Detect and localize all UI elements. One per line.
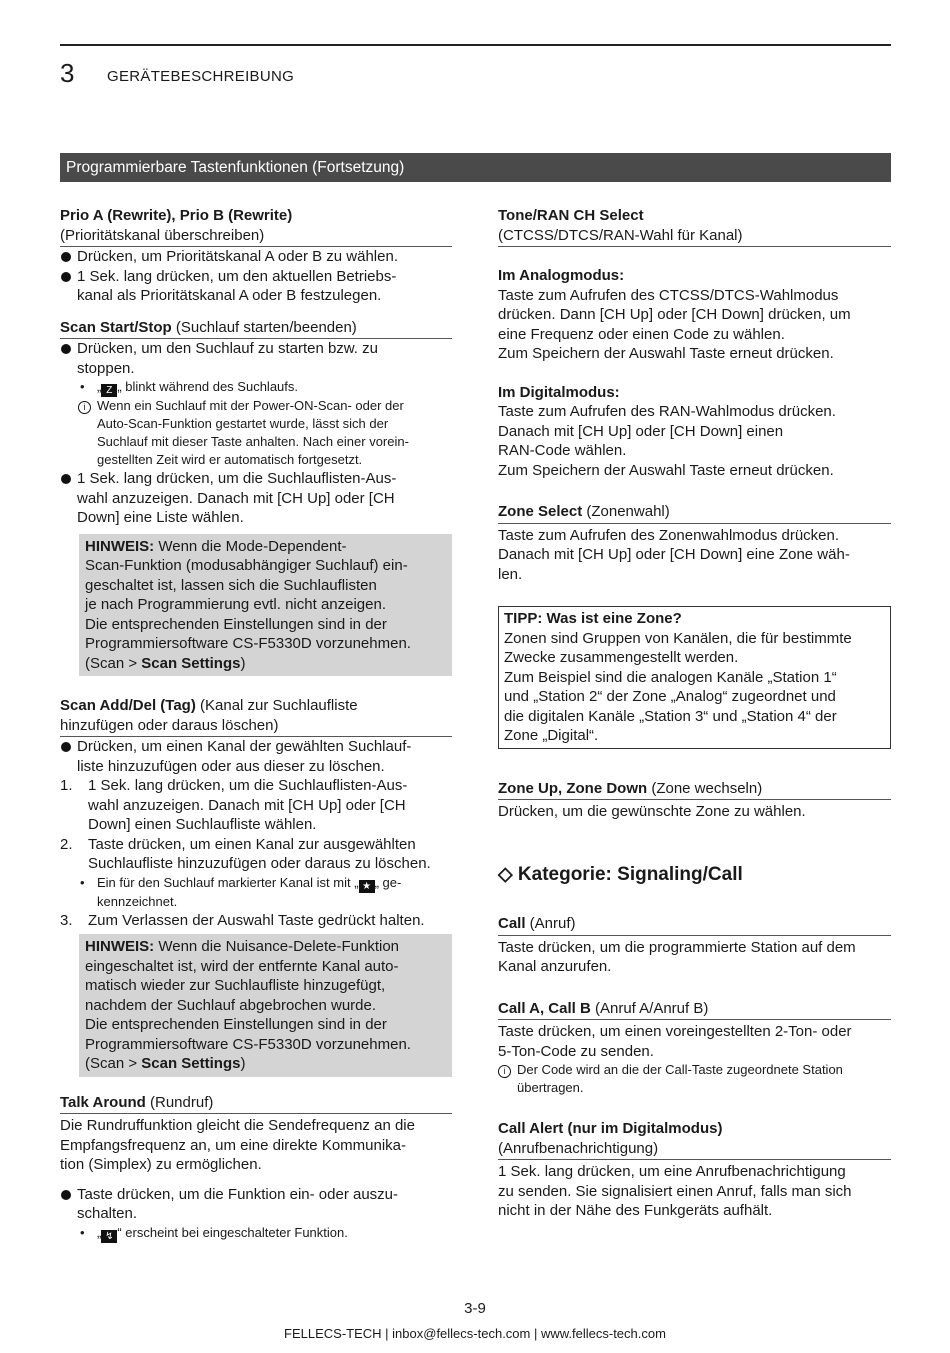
scanadd-title: Scan Add/Del (Tag) — [60, 697, 196, 714]
diamond-icon: ◇ — [498, 863, 513, 885]
tone-title: Tone/RAN CH Select — [498, 207, 644, 224]
talk-sub-1: • „ ↯ “ erscheint bei eingeschalteter Funktion. — [80, 1224, 348, 1242]
call-section — [498, 914, 891, 977]
info-icon: i — [498, 1065, 511, 1078]
callab-subtitle: (Anruf A/Anruf B) — [590, 999, 709, 1017]
scan-icon: Z — [101, 384, 117, 397]
scanadd-step-2: 2. Taste drücken, um einen Kanal zur ausgewählten Suchlaufliste hinzuzufügen oder daraus zu löschen. — [60, 835, 431, 872]
talk-paragraph: Die Rundruffunktion gleicht die Sendefrequenz an die Empfangsfrequenz an, um eine direkte Kommunika- tion (Simplex) zu ermöglichen. — [60, 1117, 415, 1173]
alert-paragraph: 1 Sek. lang drücken, um eine Anrufbenachrichtigung zu senden. Sie signalisiert einen Anruf, falls man sich nicht in der Nähe des Funkgeräts aufhält. — [498, 1163, 852, 1219]
star-icon: ★ — [359, 880, 375, 893]
right-column — [498, 206, 891, 1221]
top-rule — [60, 44, 891, 46]
talk-bullet-1: Taste drücken, um die Funktion ein- oder auszu- schalten. — [60, 1185, 452, 1224]
alert-subtitle: (Anrufbenachrichtigung) — [498, 1139, 891, 1161]
talk-section — [60, 1093, 452, 1243]
zoneupdown-section — [498, 779, 891, 822]
callab-info: i Der Code wird an die der Call-Taste zugeordnete Station übertragen. — [498, 1061, 891, 1097]
zoneupdown-title: Zone Up, Zone Down — [498, 779, 648, 797]
info-icon: i — [78, 401, 91, 414]
scanadd-sub-1: • Ein für den Suchlauf markierter Kanal ist mit „ ★ „ ge- kennzeichnet. — [80, 874, 402, 909]
tip-title: TIPP: Was ist eine Zone? — [504, 610, 682, 627]
scan-sub-1: • „ Z „ blinkt während des Suchlaufs. — [80, 379, 298, 396]
call-paragraph: Taste drücken, um die programmierte Station auf dem Kanal anzurufen. — [498, 938, 856, 975]
tone-analog-text: Taste zum Aufrufen des CTCSS/DTCS-Wahlmodus drücken. Dann [CH Up] oder [CH Down] drücken, um eine Frequenz oder einen Code zu wählen. Zum Speichern der Auswahl Taste erneut drücken. — [498, 286, 851, 362]
prio-bullet-2: 1 Sek. lang drücken, um den aktuellen Betriebs- kanal als Prioritätskanal A oder B festzulegen. — [60, 267, 452, 306]
zone-title: Zone Select — [498, 503, 583, 520]
zoneupdown-subtitle: (Zone wechseln) — [647, 779, 763, 797]
prio-bullet-1: Drücken, um Prioritätskanal A oder B zu wählen. — [60, 247, 452, 267]
zone-paragraph: Taste zum Aufrufen des Zonenwahlmodus drücken. Danach mit [CH Up] oder [CH Down] eine Zone wäh- len. — [498, 526, 850, 583]
talk-title: Talk Around — [60, 1093, 146, 1111]
prio-title: Prio A (Rewrite), Prio B (Rewrite) — [60, 207, 293, 224]
category-heading: ◇ Kategorie: Signaling/Call — [498, 863, 743, 885]
tone-digital-heading: Im Digitalmodus: — [498, 383, 620, 401]
scanadd-note: HINWEIS: Wenn die Nuisance-Delete-Funktion eingeschaltet ist, wird der entfernte Kanal auto- matisch wieder zur Suchlaufliste hinzugefügt, nachdem der Suchlauf abgebrochen wurde. Die entsprechenden Einstellungen sind in der Programmiersoftware CS-F5330D vorzunehmen. (Scan > Scan Settings) — [79, 934, 452, 1077]
tone-digital-text: Taste zum Aufrufen des RAN-Wahlmodus drücken. Danach mit [CH Up] oder [CH Down] einen RAN-Code wählen. Zum Speichern der Auswahl Taste erneut drücken. — [498, 403, 836, 479]
tone-analog-heading: Im Analogmodus: — [498, 267, 625, 284]
talk-around-icon: ↯ — [101, 1230, 117, 1243]
zone-section — [498, 502, 891, 584]
scanadd-step-1: 1. 1 Sek. lang drücken, um die Suchlauflisten-Aus- wahl anzuzeigen. Danach mit [CH Up] oder [CH Down] einen Suchlaufliste wählen. — [60, 777, 408, 833]
footer: FELLECS-TECH | inbox@fellecs-tech.com | www.fellecs-tech.com — [284, 1326, 666, 1341]
scan-subtitle: (Suchlauf starten/beenden) — [171, 318, 357, 336]
scanadd-subtitle: hinzufügen oder daraus löschen) — [60, 716, 452, 738]
scanadd-step-3: 3. Zum Verlassen der Auswahl Taste gedrückt halten. — [60, 911, 425, 929]
scan-bullet-2: 1 Sek. lang drücken, um die Suchlauflisten-Aus- wahl anzuzeigen. Danach mit [CH Up] oder [CH Down] eine Liste wählen. — [60, 469, 452, 528]
page-number: 3-9 — [464, 1300, 486, 1317]
call-title: Call — [498, 915, 526, 932]
tone-section — [498, 206, 891, 480]
tone-subtitle: (CTCSS/DTCS/RAN-Wahl für Kanal) — [498, 226, 891, 248]
call-subtitle: (Anruf) — [525, 915, 576, 932]
chapter-title: GERÄTEBESCHREIBUNG — [107, 68, 295, 85]
talk-subtitle: (Rundruf) — [145, 1093, 214, 1111]
alert-section — [498, 1119, 891, 1221]
tip-box: TIPP: Was ist eine Zone? Zonen sind Gruppen von Kanälen, die für bestimmte Zwecke zusammengestellt werden. Zum Beispiel sind die analogen Kanäle „Station 1“ und „Station 2“ der Zone „Analog“ zugeordnet und die digitalen Kanäle „Station 3“ und „Station 4“ der Zone „Digital“. — [498, 606, 891, 749]
zone-subtitle: (Zonenwahl) — [582, 503, 670, 520]
scan-title: Scan Start/Stop — [60, 318, 172, 336]
left-column — [60, 206, 452, 1243]
scanadd-section: Scan Add/Del (Tag) (Kanal zur Suchlaufliste hinzufügen oder daraus löschen) Drücken, um einen Kanal der gewählten Suchlauf- liste hinzuzufügen oder aus dieser zu löschen. 1. 1 Sek. lang drücken, um die Suchlauflisten-Aus- wahl anzuzeigen. Danach mit [CH Up] oder [CH Down] einen Suchlaufliste wählen. 2. Taste drücken, um einen Kanal zur ausgewählten Suchlaufliste hinzuzufügen oder daraus zu löschen. • Ein für den Suchlauf markierter Kanal ist mit „ ★ „ ge- kennzeichnet. 3. Zum Verlassen der Auswahl Taste gedrückt halten. HINWEIS: Wenn die Nuisance-Delete-Funktion eingeschaltet ist, wird der entfernte Kanal auto- matisch wieder zur Suchlaufliste hinzugefügt, nachdem der Suchlauf abgebrochen wurde. Die entsprechenden Einstellungen sind in der Programmiersoftware CS-F5330D vorzunehmen. (Scan > Scan Settings) — [60, 696, 452, 1077]
prio-subtitle: (Prioritätskanal überschreiben) — [60, 226, 452, 248]
scan-info-1: i Wenn ein Suchlauf mit der Power-ON-Scan- oder der Auto-Scan-Funktion gestartet wurde, lässt sich der Suchlauf mit dieser Taste anhalten. Nach einer vorein- gestellten Zeit wird er automatisch fortgesetzt. — [60, 397, 452, 469]
prio-section — [60, 206, 452, 306]
callab-section — [498, 999, 891, 1098]
scan-note: HINWEIS: Wenn die Mode-Dependent- Scan-Funktion (modusabhängiger Suchlauf) ein- geschaltet ist, lassen sich die Suchlauflisten je nach Programmierung evtl. nicht anzeigen. Die entsprechenden Einstellungen sind in der Programmiersoftware CS-F5330D vorzunehmen. (Scan > Scan Settings) — [79, 534, 452, 677]
scanadd-bullet-1: Drücken, um einen Kanal der gewählten Suchlauf- liste hinzuzufügen oder aus dieser zu löschen. — [60, 737, 452, 776]
section-banner: Programmierbare Tastenfunktionen (Fortsetzung) — [60, 153, 891, 182]
zoneupdown-paragraph: Drücken, um die gewünschte Zone zu wählen. — [498, 803, 806, 820]
callab-paragraph: Taste drücken, um einen voreingestellten 2-Ton- oder 5-Ton-Code zu senden. — [498, 1023, 852, 1060]
callab-title: Call A, Call B — [498, 999, 591, 1017]
scan-section — [60, 318, 452, 677]
alert-title: Call Alert (nur im Digitalmodus) — [498, 1120, 723, 1137]
scan-bullet-1: Drücken, um den Suchlauf zu starten bzw. zu stoppen. — [60, 339, 452, 378]
chapter-number: 3 — [60, 58, 75, 88]
